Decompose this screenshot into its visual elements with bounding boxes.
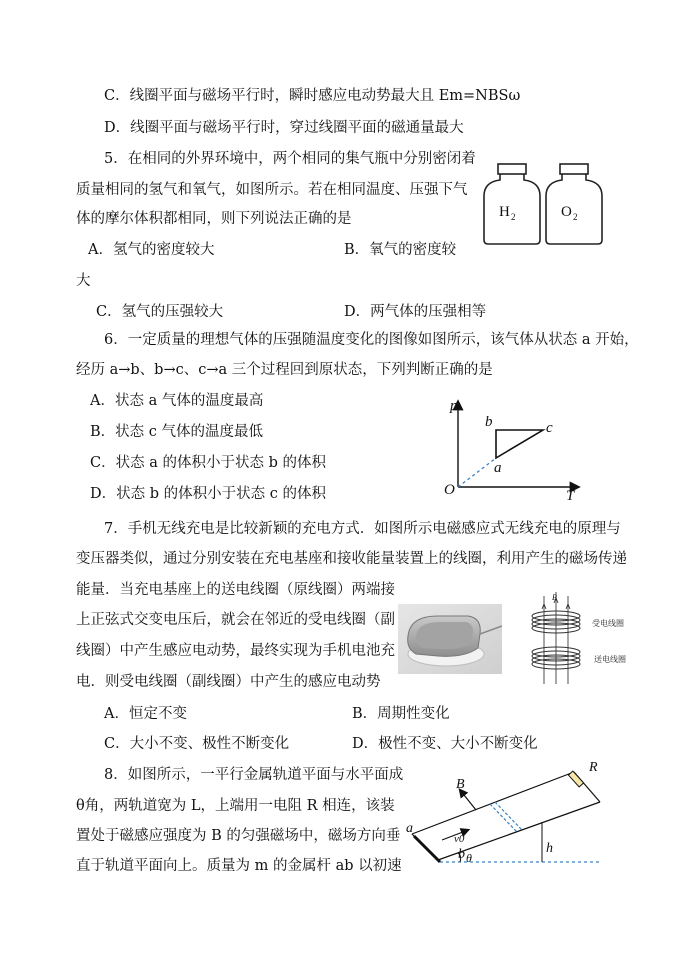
q5-option-b: B．氧气的密度较 <box>344 242 457 258</box>
bottle1-label: H <box>499 204 510 220</box>
receiving-coil-label: 受电线圈 <box>592 619 624 628</box>
coils-diagram <box>522 590 632 686</box>
q7-option-b: B．周期性变化 <box>352 706 450 722</box>
b-field-arrow <box>460 790 476 810</box>
q8-b-label: B <box>456 777 465 792</box>
q8-stem-line4: 直于轨道平面向上。质量为 m 的金属杆 ab 以初速 <box>76 858 402 874</box>
q8-r-label: R <box>589 760 598 775</box>
axis-p-label: p <box>450 398 458 414</box>
axis-t-label: T <box>566 488 575 502</box>
q4-option-d: D．线圈平面与磁场平行时，穿过线圈平面的磁通量最大 <box>104 120 464 136</box>
graph-dashed-line <box>458 458 496 487</box>
hydrogen-bottle <box>484 164 540 244</box>
point-c-label: c <box>546 420 553 436</box>
q6-option-b: B．状态 c 气体的温度最低 <box>90 424 263 440</box>
q5-stem-line3: 体的摩尔体积都相同，则下列说法正确的是 <box>76 211 352 227</box>
q7-option-d: D．极性不变、大小不断变化 <box>352 736 538 752</box>
q6-stem-line2: 经历 a→b、b→c、c→a 三个过程回到原状态，下列判断正确的是 <box>76 362 493 378</box>
q5-stem-line1: 5．在相同的外界环境中，两个相同的集气瓶中分别密闭着 <box>104 151 476 167</box>
q8-b-point-label: b <box>458 847 465 862</box>
q5-option-a: A．氢气的密度较大 <box>88 242 215 258</box>
q8-a-label: a <box>406 821 413 836</box>
q7-stem-line3: 能量．当充电基座上的送电线圈（原线圈）两端接 <box>76 582 395 598</box>
bottle2-subscript: 2 <box>573 212 578 222</box>
q7-stem-line2: 变压器类似，通过分别安装在充电基座和接收能量装置上的线圈，利用产生的磁场传递 <box>76 551 627 567</box>
point-a-label: a <box>494 460 502 476</box>
q7-option-c: C．大小不变、极性不断变化 <box>104 736 290 752</box>
q7-stem-line1: 7．手机无线充电是比较新颖的充电方式．如图所示电磁感应式无线充电的原理与 <box>104 521 621 537</box>
graph-triangle-abc <box>496 430 543 458</box>
q8-stem-line3: 置处于磁感应强度为 B 的匀强磁场中，磁场方向垂 <box>76 828 401 844</box>
q8-stem-line2: θ角，两轨道宽为 L，上端用一电阻 R 相连，该装 <box>76 798 395 814</box>
point-b-label: b <box>485 414 493 430</box>
p-t-graph <box>438 392 588 502</box>
gas-bottles-figure <box>478 158 628 250</box>
metal-bar-ab <box>414 836 440 862</box>
q8-theta-label: θ <box>466 851 472 865</box>
q5-option-c: C．氢气的压强较大 <box>96 304 224 320</box>
rail-plane <box>412 772 600 860</box>
q4-option-c: C．线圈平面与磁场平行时，瞬时感应电动势最大且 Em=NBSω <box>104 88 521 104</box>
bottle2-label: O <box>561 204 572 220</box>
dashed-bar-position <box>490 802 522 832</box>
inclined-rails-figure <box>404 760 604 870</box>
q6-option-d: D．状态 b 的体积小于状态 c 的体积 <box>90 486 326 502</box>
q7-stem-line4: 上正弦式交变电压后，就会在邻近的受电线圈（副 <box>76 612 395 628</box>
q6-stem-line1: 6．一定质量的理想气体的压强随温度变化的图像如图所示，该气体从状态 a 开始， <box>104 332 639 348</box>
q7-option-a: A．恒定不变 <box>104 706 187 722</box>
q6-option-c: C．状态 a 的体积小于状态 b 的体积 <box>90 455 326 471</box>
bottle1-subscript: 2 <box>511 212 516 222</box>
q6-option-a: A．状态 a 气体的温度最高 <box>90 393 264 409</box>
oxygen-bottle <box>546 164 602 244</box>
coils-b-label: B <box>552 593 557 602</box>
q8-h-label: h <box>546 841 553 856</box>
wireless-charger-photo <box>398 604 502 674</box>
q5-option-b-wrap: 大 <box>76 273 91 289</box>
q5-stem-line2: 质量相同的氢气和氧气，如图所示。若在相同温度、压强下气 <box>76 182 468 198</box>
q8-stem-line1: 8．如图所示，一平行金属轨道平面与水平面成 <box>104 767 404 783</box>
q5-option-d: D．两气体的压强相等 <box>344 304 487 320</box>
origin-label: O <box>444 482 455 498</box>
q7-stem-line5: 线圈）中产生感应电动势，最终实现为手机电池充 <box>76 643 395 659</box>
q8-v0-label: v0 <box>454 833 465 845</box>
q7-stem-line6: 电．则受电线圈（副线圈）中产生的感应电动势 <box>76 674 381 690</box>
sending-coil-label: 送电线圈 <box>594 655 626 664</box>
